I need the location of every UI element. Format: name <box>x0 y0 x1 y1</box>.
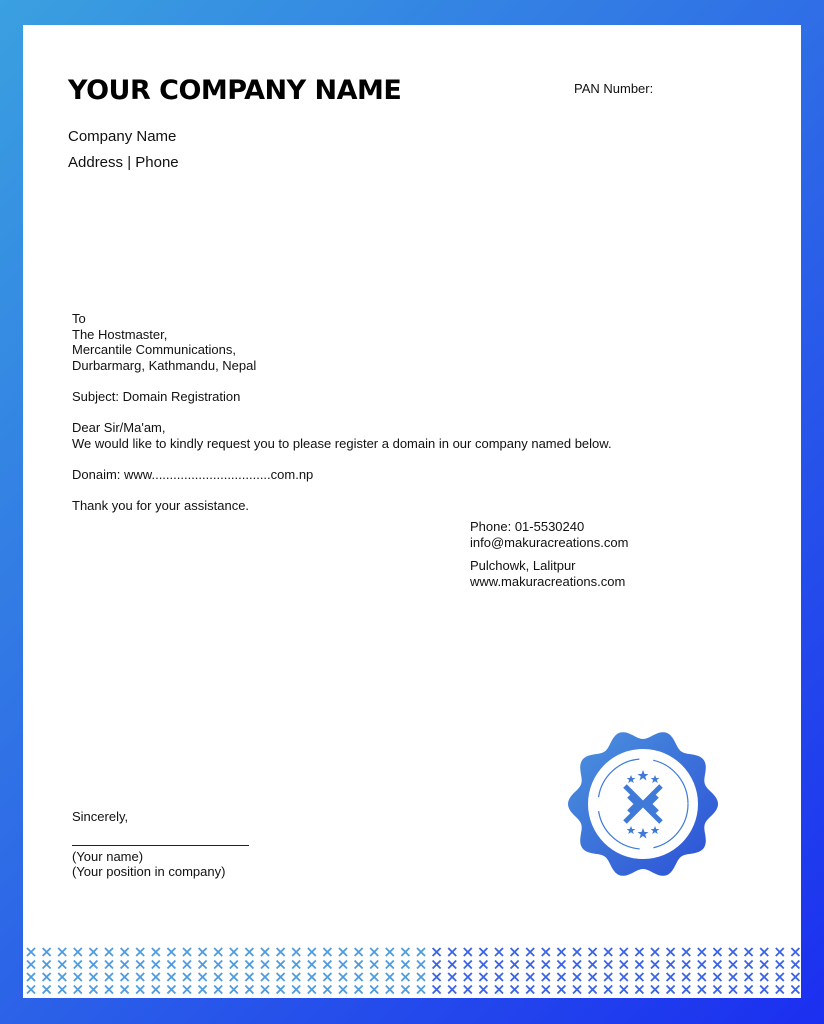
pattern-mark <box>261 986 269 994</box>
pattern-mark <box>635 986 643 994</box>
pattern-mark <box>745 986 753 994</box>
pattern-mark <box>511 986 519 994</box>
pattern-mark <box>27 973 35 981</box>
domain-line: Donaim: www.................................com.np <box>72 466 314 482</box>
pattern-mark <box>479 961 487 969</box>
pattern-mark <box>261 948 269 956</box>
pattern-mark <box>277 986 285 994</box>
pattern-mark <box>277 948 285 956</box>
pattern-mark <box>542 986 550 994</box>
to-line: To <box>72 311 86 326</box>
pattern-mark <box>121 973 129 981</box>
pattern-mark <box>667 948 675 956</box>
pattern-mark <box>183 973 191 981</box>
pattern-mark <box>167 986 175 994</box>
pattern-mark <box>245 948 253 956</box>
pattern-mark <box>589 961 597 969</box>
pattern-mark <box>214 948 222 956</box>
pattern-mark <box>323 961 331 969</box>
pattern-mark <box>27 948 35 956</box>
signer-position: (Your position in company) <box>72 864 226 880</box>
pattern-mark <box>401 961 409 969</box>
pattern-mark <box>620 948 628 956</box>
pattern-mark <box>167 961 175 969</box>
pattern-mark <box>230 986 238 994</box>
pattern-mark <box>323 986 331 994</box>
pattern-mark <box>651 948 659 956</box>
pattern-mark <box>43 986 51 994</box>
pattern-mark <box>214 961 222 969</box>
pattern-mark <box>355 961 363 969</box>
pattern-mark <box>74 973 82 981</box>
pattern-mark <box>277 973 285 981</box>
pattern-mark <box>464 986 472 994</box>
pattern-mark <box>74 961 82 969</box>
makura-pattern-icon <box>23 945 801 997</box>
pattern-mark <box>511 961 519 969</box>
pattern-mark <box>43 973 51 981</box>
pattern-mark <box>511 948 519 956</box>
pattern-mark <box>651 961 659 969</box>
pattern-mark <box>401 986 409 994</box>
pattern-mark <box>245 986 253 994</box>
pattern-mark <box>292 973 300 981</box>
pattern-mark <box>245 961 253 969</box>
pattern-mark <box>292 986 300 994</box>
signer-name: (Your name) <box>72 848 144 864</box>
pattern-mark <box>745 973 753 981</box>
pattern-mark <box>339 948 347 956</box>
pattern-mark <box>495 948 503 956</box>
pattern-mark <box>89 948 97 956</box>
pattern-mark <box>199 948 207 956</box>
pattern-mark <box>745 961 753 969</box>
pattern-mark <box>620 973 628 981</box>
pattern-mark <box>105 948 113 956</box>
pattern-mark <box>308 973 316 981</box>
contact-block <box>470 519 628 589</box>
pattern-mark <box>167 948 175 956</box>
pattern-mark <box>776 948 784 956</box>
pattern-mark <box>214 973 222 981</box>
pattern-mark <box>760 986 768 994</box>
pattern-mark <box>121 961 129 969</box>
pattern-mark <box>230 973 238 981</box>
pattern-mark <box>43 961 51 969</box>
pattern-mark <box>495 973 503 981</box>
pattern-mark <box>121 948 129 956</box>
pattern-mark <box>557 973 565 981</box>
salutation: Dear Sir/Ma'am, <box>72 420 166 436</box>
pattern-mark <box>589 948 597 956</box>
pattern-mark <box>355 986 363 994</box>
pattern-mark <box>620 961 628 969</box>
pattern-mark <box>136 948 144 956</box>
pattern-mark <box>573 948 581 956</box>
pattern-mark <box>277 961 285 969</box>
pattern-mark <box>58 973 66 981</box>
pattern-mark <box>183 986 191 994</box>
pattern-mark <box>760 961 768 969</box>
pattern-mark <box>370 961 378 969</box>
pattern-mark <box>604 961 612 969</box>
pattern-mark <box>152 948 160 956</box>
pattern-mark <box>698 973 706 981</box>
pattern-mark <box>464 948 472 956</box>
pattern-mark <box>27 986 35 994</box>
pattern-mark <box>121 986 129 994</box>
pattern-mark <box>58 986 66 994</box>
pattern-mark <box>136 961 144 969</box>
pattern-mark <box>308 961 316 969</box>
pattern-mark <box>635 973 643 981</box>
pattern-mark <box>791 948 799 956</box>
contact-email: info@makuracreations.com <box>470 534 629 550</box>
pattern-mark <box>479 948 487 956</box>
pattern-mark <box>542 973 550 981</box>
pattern-mark <box>635 948 643 956</box>
pattern-mark <box>245 973 253 981</box>
pattern-mark <box>479 973 487 981</box>
pattern-mark <box>89 961 97 969</box>
pattern-mark <box>386 948 394 956</box>
pattern-mark <box>464 961 472 969</box>
recipient-line-3: Durbarmarg, Kathmandu, Nepal <box>72 357 257 373</box>
pattern-mark <box>386 986 394 994</box>
pattern-mark <box>89 973 97 981</box>
pattern-mark <box>199 961 207 969</box>
pattern-mark <box>682 986 690 994</box>
pattern-mark <box>433 961 441 969</box>
pattern-mark <box>729 961 737 969</box>
pattern-mark <box>526 948 534 956</box>
pattern-mark <box>370 948 378 956</box>
pattern-mark <box>339 973 347 981</box>
pattern-mark <box>433 973 441 981</box>
pattern-mark <box>214 986 222 994</box>
pattern-mark <box>292 948 300 956</box>
pattern-mark <box>729 986 737 994</box>
pattern-mark <box>682 973 690 981</box>
subject-line: Subject: Domain Registration <box>72 388 241 404</box>
pattern-mark <box>729 948 737 956</box>
closing: Sincerely, <box>72 809 129 824</box>
pattern-mark <box>58 961 66 969</box>
pattern-mark <box>542 948 550 956</box>
pattern-mark <box>698 986 706 994</box>
pattern-mark <box>323 948 331 956</box>
pattern-mark <box>370 973 378 981</box>
pattern-mark <box>791 961 799 969</box>
pattern-mark <box>386 973 394 981</box>
pattern-mark <box>183 961 191 969</box>
pattern-mark <box>417 948 425 956</box>
pattern-mark <box>776 961 784 969</box>
contact-address: Pulchowk, Lalitpur <box>470 558 576 574</box>
pattern-mark <box>557 948 565 956</box>
pattern-mark <box>43 948 51 956</box>
pattern-mark <box>526 986 534 994</box>
pattern-mark <box>760 948 768 956</box>
pattern-mark <box>776 986 784 994</box>
pattern-mark <box>199 986 207 994</box>
pattern-mark <box>729 973 737 981</box>
pattern-mark <box>339 986 347 994</box>
pattern-mark <box>713 986 721 994</box>
pattern-mark <box>776 973 784 981</box>
pattern-mark <box>74 948 82 956</box>
pattern-mark <box>557 961 565 969</box>
pattern-mark <box>542 961 550 969</box>
pattern-mark <box>292 961 300 969</box>
pattern-mark <box>105 961 113 969</box>
pattern-mark <box>89 986 97 994</box>
pattern-mark <box>557 986 565 994</box>
pattern-mark <box>698 948 706 956</box>
pattern-mark <box>417 961 425 969</box>
pattern-mark <box>651 986 659 994</box>
pattern-mark <box>589 973 597 981</box>
pattern-mark <box>745 948 753 956</box>
contact-phone: Phone: 01-5530240 <box>470 519 585 534</box>
pattern-mark <box>682 948 690 956</box>
pattern-mark <box>573 973 581 981</box>
company-name: Company Name <box>68 128 177 145</box>
pattern-mark <box>713 948 721 956</box>
pattern-mark <box>308 948 316 956</box>
pattern-mark <box>464 973 472 981</box>
pattern-mark <box>511 973 519 981</box>
pattern-mark <box>651 973 659 981</box>
makura-seal-icon <box>565 726 721 882</box>
pattern-mark <box>448 986 456 994</box>
pattern-mark <box>152 961 160 969</box>
pattern-mark <box>448 973 456 981</box>
recipient-line-1: The Hostmaster, <box>72 326 168 342</box>
company-info <box>68 124 179 176</box>
pattern-mark <box>152 973 160 981</box>
pattern-mark <box>261 973 269 981</box>
pattern-mark <box>74 986 82 994</box>
pattern-mark <box>27 961 35 969</box>
pattern-mark <box>573 961 581 969</box>
address-phone: Address | Phone <box>68 154 179 171</box>
pattern-mark <box>479 986 487 994</box>
pattern-mark <box>682 961 690 969</box>
pattern-mark <box>433 986 441 994</box>
pattern-mark <box>167 973 175 981</box>
company-title: YOUR COMPANY NAME <box>68 75 402 106</box>
thanks-line: Thank you for your assistance. <box>72 498 250 514</box>
pattern-mark <box>58 948 66 956</box>
pattern-mark <box>230 948 238 956</box>
pattern-mark <box>355 973 363 981</box>
pattern-mark <box>713 961 721 969</box>
pattern-mark <box>386 961 394 969</box>
signature-line <box>72 845 249 846</box>
pattern-mark <box>152 986 160 994</box>
pattern-mark <box>713 973 721 981</box>
pattern-mark <box>448 948 456 956</box>
pattern-mark <box>308 986 316 994</box>
pattern-mark <box>230 961 238 969</box>
pattern-mark <box>401 948 409 956</box>
letter-body <box>72 311 672 514</box>
pattern-mark <box>604 986 612 994</box>
pattern-mark <box>526 973 534 981</box>
pattern-mark <box>620 986 628 994</box>
contact-website: www.makuracreations.com <box>470 573 626 589</box>
pattern-mark <box>667 973 675 981</box>
pattern-mark <box>698 961 706 969</box>
pattern-mark <box>370 986 378 994</box>
pattern-mark <box>760 973 768 981</box>
pattern-mark <box>526 961 534 969</box>
body-text: We would like to kindly request you to please register a domain in our company named below. <box>72 435 612 451</box>
pattern-mark <box>604 948 612 956</box>
pattern-mark <box>635 961 643 969</box>
pattern-mark <box>323 973 331 981</box>
pattern-mark <box>433 948 441 956</box>
pattern-mark <box>573 986 581 994</box>
pattern-mark <box>261 961 269 969</box>
pan-number-label: PAN Number: <box>574 81 654 96</box>
pattern-mark <box>604 973 612 981</box>
pattern-mark <box>791 986 799 994</box>
pattern-mark <box>105 973 113 981</box>
pattern-mark <box>136 973 144 981</box>
pattern-mark <box>339 961 347 969</box>
pattern-mark <box>417 986 425 994</box>
pattern-mark <box>667 986 675 994</box>
pattern-mark <box>791 973 799 981</box>
pattern-mark <box>417 973 425 981</box>
pattern-mark <box>667 961 675 969</box>
pattern-mark <box>355 948 363 956</box>
signature-block <box>72 809 249 880</box>
pattern-mark <box>105 986 113 994</box>
pattern-mark <box>495 986 503 994</box>
pattern-mark <box>199 973 207 981</box>
pattern-mark <box>136 986 144 994</box>
pattern-mark <box>401 973 409 981</box>
pattern-mark <box>448 961 456 969</box>
pattern-mark <box>183 948 191 956</box>
pattern-mark <box>495 961 503 969</box>
pattern-mark <box>589 986 597 994</box>
recipient-line-2: Mercantile Communications, <box>72 342 237 358</box>
